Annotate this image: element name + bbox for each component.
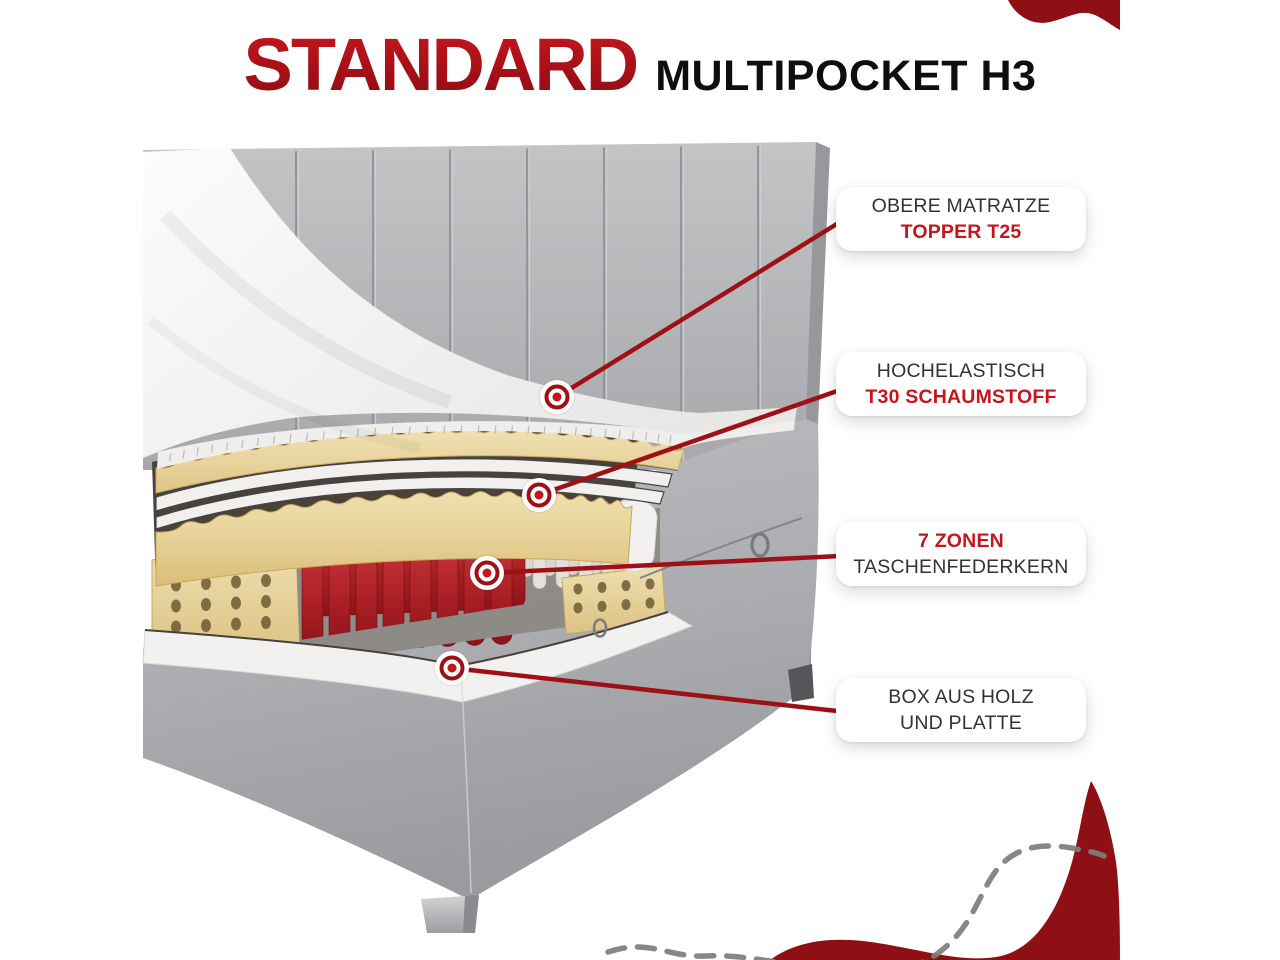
callout-text: HOCHELASTISCH bbox=[876, 360, 1046, 382]
bed-foot-front-side bbox=[463, 895, 479, 933]
title-primary: STANDARD bbox=[243, 23, 638, 106]
callout-text: BOX AUS HOLZ bbox=[888, 686, 1034, 708]
callout-text-accent: T30 SCHAUMSTOFF bbox=[865, 386, 1057, 408]
callout-marker-topper bbox=[539, 379, 576, 416]
callout-text: UND PLATTE bbox=[900, 712, 1022, 734]
callout-text: TASCHENFEDERKERN bbox=[853, 556, 1069, 578]
title-secondary: MULTIPOCKET H3 bbox=[655, 52, 1037, 100]
callout-marker-springs bbox=[469, 555, 506, 592]
bed-foot-rear bbox=[788, 664, 814, 702]
callout-label-topper bbox=[836, 187, 1086, 251]
callout-label-foam bbox=[836, 352, 1086, 416]
callout-marker-box bbox=[434, 650, 471, 687]
callout-text-accent: 7 ZONEN bbox=[918, 530, 1004, 552]
callout-marker-foam bbox=[521, 477, 558, 514]
page-title bbox=[0, 23, 1280, 106]
callout-label-springs bbox=[836, 522, 1086, 586]
callout-text: OBERE MATRATZE bbox=[871, 195, 1051, 217]
decor-blob-top-right bbox=[1008, 0, 1120, 30]
decor-blob-bottom-right bbox=[770, 781, 1120, 960]
callout-text-accent: TOPPER T25 bbox=[900, 221, 1022, 243]
callout-label-box bbox=[836, 678, 1086, 742]
